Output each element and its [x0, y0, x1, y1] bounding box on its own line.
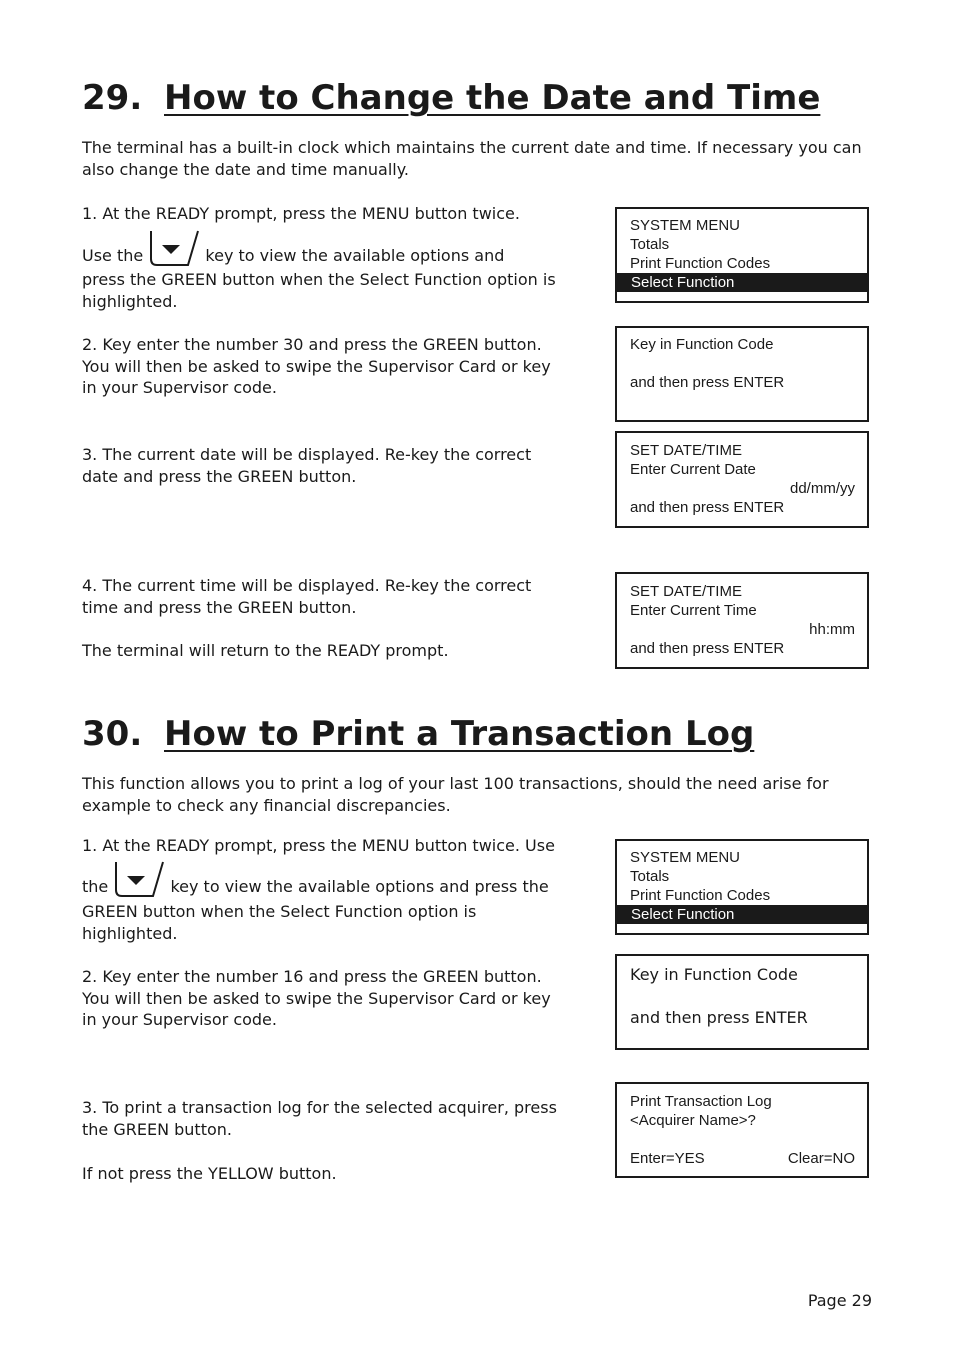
page-number: Page 29 — [807, 1291, 872, 1310]
s30-step1: 1. At the READY prompt, press the MENU button twice. Use — [82, 836, 555, 855]
intro-line: The terminal has a built-in clock which maintains the current date and time. If necessary you can — [82, 138, 862, 157]
down-arrow-key-icon — [113, 860, 165, 898]
terminal-screen-print-log: Print Transaction Log <Acquirer Name>? Enter=YES Clear=NO — [615, 1082, 869, 1178]
s30-step1c: GREEN button when the Select Function option is highlighted. — [82, 902, 477, 943]
section-30-heading — [82, 714, 754, 754]
section-29-heading — [82, 78, 820, 118]
section-30-intro: This function allows you to print a log of your last 100 transactions, should the need arise for example to check any financial discrepancies. — [82, 774, 829, 815]
s29-step1b: Use the key to view the available options and — [82, 229, 504, 275]
s30-closing: If not press the YELLOW button. — [82, 1164, 337, 1183]
highlighted-option: Select Function — [617, 905, 867, 924]
terminal-screen-system-menu: SYSTEM MENU Totals Print Function Codes Select Function — [615, 839, 869, 935]
s29-step1c: press the GREEN button when the Select Function option is highlighted. — [82, 270, 556, 311]
terminal-screen-system-menu: SYSTEM MENU Totals Print Function Codes Select Function — [615, 207, 869, 303]
section-30-title: How to Print a Transaction Log — [164, 714, 755, 754]
s30-step2: 2. Key enter the number 16 and press the GREEN button. You will then be asked to swipe the Supervisor Card or key in your Supervisor code. — [82, 967, 551, 1029]
down-arrow-key-icon — [148, 229, 200, 267]
highlighted-option: Select Function — [617, 273, 867, 292]
s29-step4: 4. The current time will be displayed. Re-key the correct time and press the GREEN button. — [82, 576, 532, 617]
terminal-screen-function-code: Key in Function Code and then press ENTER — [615, 326, 869, 422]
s29-step2: 2. Key enter the number 30 and press the GREEN button. You will then be asked to swipe the Supervisor Card or key in your Supervisor code. — [82, 335, 551, 397]
s29-step1: 1. At the READY prompt, press the MENU button twice. — [82, 204, 520, 223]
intro-line: also change the date and time manually. — [82, 159, 409, 179]
section-29-number: 29. — [82, 78, 143, 118]
section-29-title: How to Change the Date and Time — [164, 78, 821, 118]
s29-closing: The terminal will return to the READY prompt. — [82, 641, 449, 660]
enter-yes-label: Enter=YES — [630, 1150, 705, 1167]
terminal-screen-function-code: Key in Function Code and then press ENTER — [615, 954, 869, 1050]
section-29-intro — [82, 137, 862, 180]
s30-step1b: the key to view the available options and press the — [82, 860, 549, 906]
terminal-screen-set-time: SET DATE/TIME Enter Current Time hh:mm and then press ENTER — [615, 572, 869, 669]
section-30-number: 30. — [82, 714, 143, 754]
s30-step3: 3. To print a transaction log for the selected acquirer, press the GREEN button. — [82, 1098, 557, 1139]
s29-step3: 3. The current date will be displayed. Re-key the correct date and press the GREEN button. — [82, 445, 532, 486]
terminal-screen-set-date: SET DATE/TIME Enter Current Date dd/mm/yy and then press ENTER — [615, 431, 869, 528]
clear-no-label: Clear=NO — [787, 1150, 855, 1167]
